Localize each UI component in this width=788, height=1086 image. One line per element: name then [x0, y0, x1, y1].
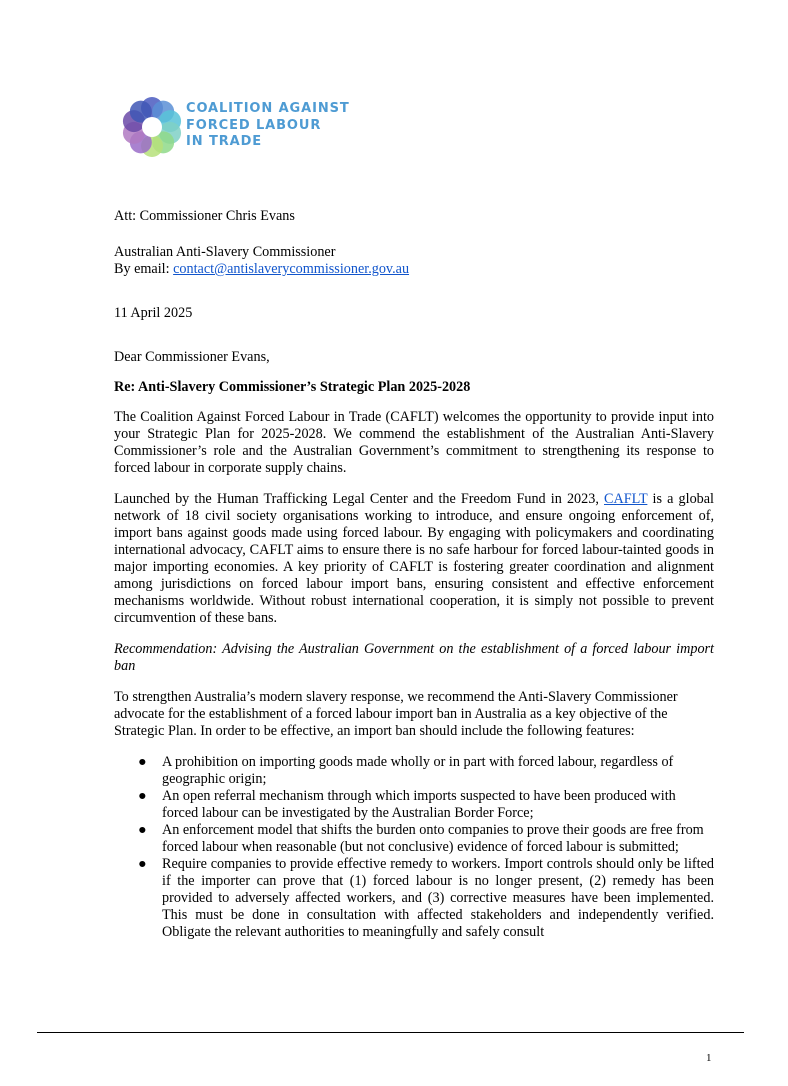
paragraph-recommendation: To strengthen Australia’s modern slavery response, we recommend the Anti-Slavery Commissioner advocate for the establishment of a forced labour import ban in Australia as a key objective of the Strategic Plan. In order to be effective, an import ban should include the following features:: [114, 689, 678, 739]
email-link[interactable]: contact@antislaverycommissioner.gov.au: [173, 261, 410, 277]
bullet-icon: ●: [138, 788, 147, 804]
caflt-link[interactable]: CAFLT: [604, 491, 648, 507]
letter-body: [114, 208, 714, 941]
letter-date: 11 April 2025: [114, 305, 193, 321]
list-item: [138, 856, 714, 941]
page-number: 1: [706, 1052, 712, 1064]
list-item-text: An open referral mechanism through which imports suspected to have been produced with forced labour can be investigated by the Australian Border Force;: [162, 788, 676, 821]
paragraph-intro: The Coalition Against Forced Labour in Trade (CAFLT) welcomes the opportunity to provide input into your Strategic Plan for 2025-2028. We commend the establishment of the Australian Anti-Slavery Commissioner’s role and the Australian Government’s commitment to strengthening its response to forced labour in corporate supply chains.: [114, 409, 714, 476]
email-line: [114, 261, 714, 278]
caflt-logo: [121, 96, 351, 160]
recipient-title: Australian Anti-Slavery Commissioner: [114, 244, 336, 260]
logo-line-3: IN TRADE: [186, 134, 263, 149]
logo-center: [142, 117, 162, 137]
list-item: [138, 822, 714, 856]
list-item: [138, 788, 714, 822]
logo-line-1: COALITION AGAINST: [186, 101, 350, 116]
paragraph-about-caflt: [114, 491, 714, 627]
attention-line: Att: Commissioner Chris Evans: [114, 208, 295, 224]
email-prefix: By email:: [114, 261, 174, 277]
footer-divider: [37, 1032, 744, 1033]
logo-line-2: FORCED LABOUR: [186, 117, 322, 133]
list-item: [138, 754, 714, 788]
list-item-text: A prohibition on importing goods made wholly or in part with forced labour, regardless of geographic origin;: [162, 754, 674, 787]
logo-wordmark: [186, 101, 350, 151]
bullet-icon: ●: [138, 856, 147, 872]
list-item-text: An enforcement model that shifts the burden onto companies to prove their goods are free from forced labour when reasonable (but not conclusive) evidence of forced labour is submitted;: [162, 822, 704, 855]
list-item-text: Require companies to provide effective remedy to workers. Import controls should only be lifted if the importer can prove that (1) forced labour is no longer present, (2) remedy has been provided to adversely affected workers, and (3) corrective measures have been implemented. This must be done in consultation with affected stakeholders and independently verified. Obligate the relevant authorities to meaningfully and safely consult: [162, 856, 714, 940]
subject-line: Re: Anti-Slavery Commissioner’s Strategic Plan 2025-2028: [114, 379, 471, 395]
recommendation-heading: Recommendation: Advising the Australian Government on the establishment of a forced labour import ban: [114, 641, 714, 674]
paragraph-about-caflt-rest: is a global network of 18 civil society organisations working to introduce, and ensure ongoing enforcement of, import bans against goods made using forced labour. By engaging with policymakers and coordinating international advocacy, CAFLT aims to ensure there is no safe harbour for forced labour-tainted goods in major importing economies. A key priority of CAFLT is fostering greater coordination and alignment among jurisdictions on forced labour import bans, ensuring consistent and effective enforcement mechanisms worldwide. Without robust international cooperation, it is simply not possible to prevent circumvention of these bans.: [114, 491, 714, 626]
coalition-logo-mark-icon: [121, 96, 183, 158]
bullet-icon: ●: [138, 822, 147, 838]
paragraph-about-caflt-start: Launched by the Human Trafficking Legal Center and the Freedom Fund in 2023,: [114, 491, 604, 507]
salutation: Dear Commissioner Evans,: [114, 349, 270, 365]
bullet-icon: ●: [138, 754, 147, 770]
features-list: [114, 754, 714, 941]
